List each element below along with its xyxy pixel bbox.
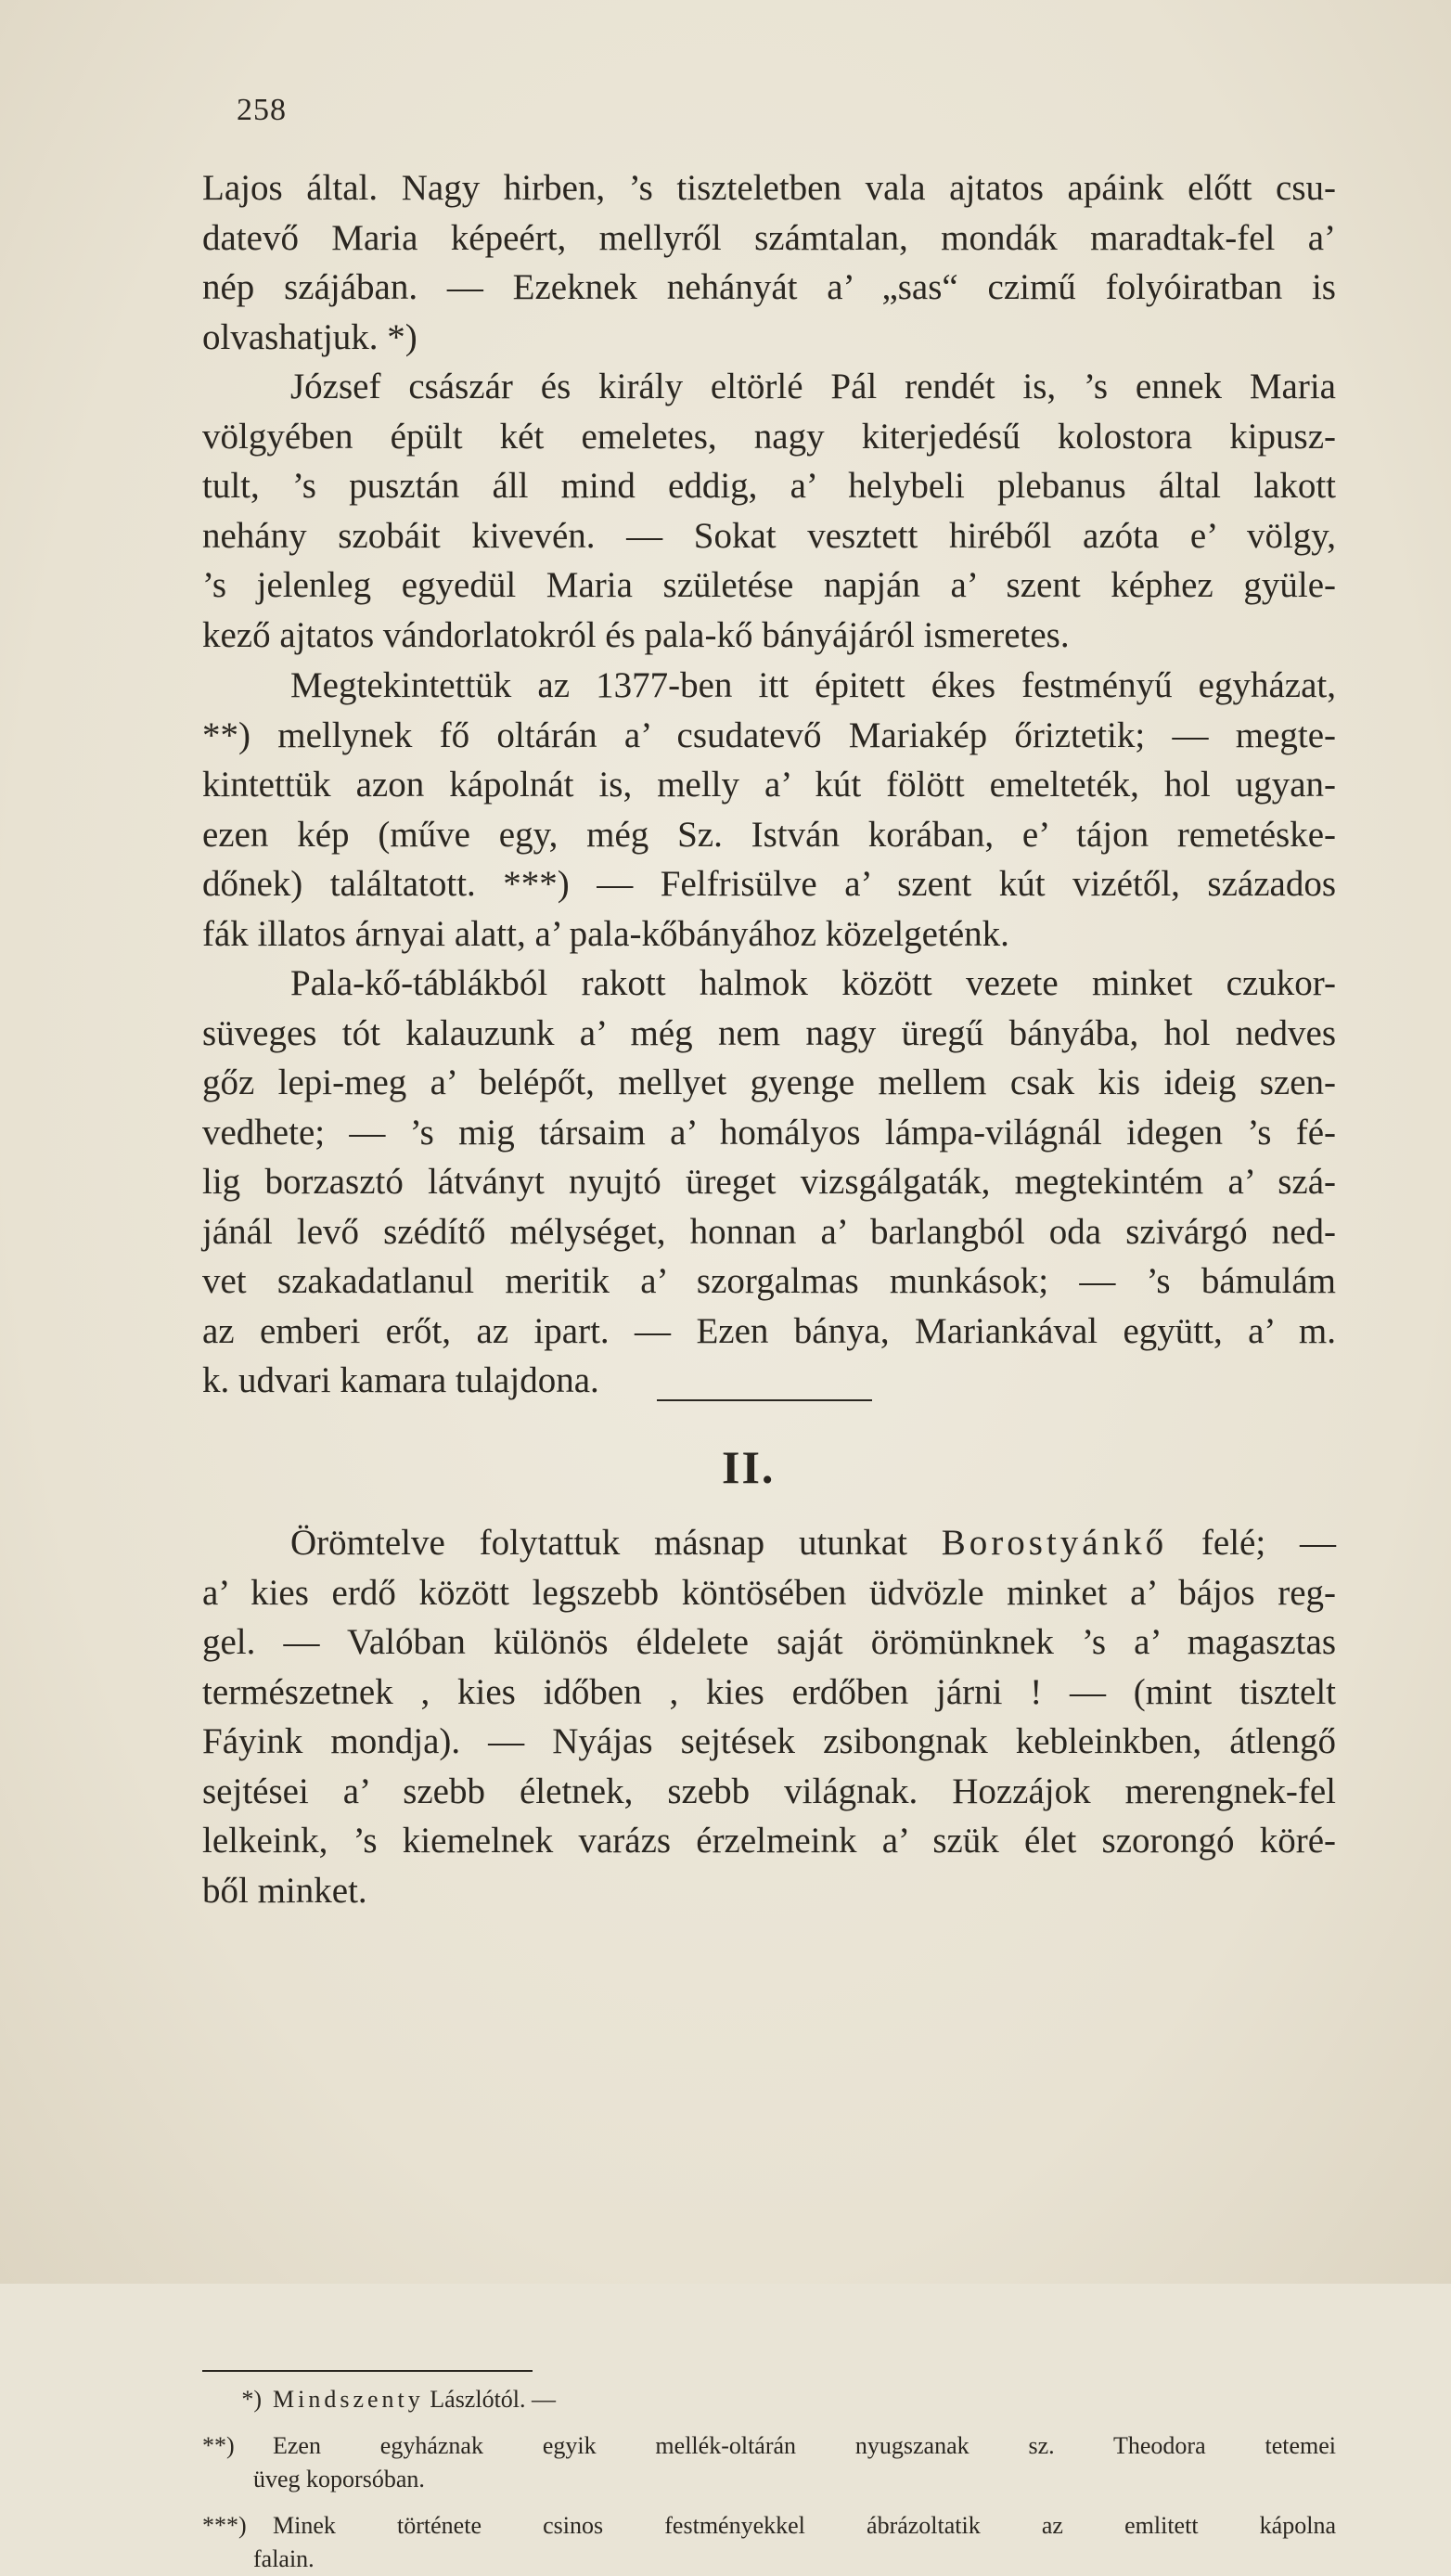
paragraph-2: [202, 362, 1336, 660]
footnote-mark: *): [241, 2386, 262, 2413]
page-number: 258: [237, 93, 287, 127]
place-name: Borostyánkő: [941, 1523, 1168, 1563]
text-line: nehány szobáit kivevén. — Sokat vesztett hiréből azóta e’ völgy,: [202, 515, 1336, 556]
paragraph-3: [202, 661, 1336, 959]
text-line: sejtései a’ szebb életnek, szebb világnak. Hozzájok merengnek-fel: [202, 1771, 1336, 1811]
text-line: ’s jelenleg egyedül Maria születése napján a’ szent képhez gyüle-: [202, 565, 1336, 605]
text-line: völgyében épült két emeletes, nagy kiterjedésű kolostora kipusz-: [202, 416, 1336, 457]
text-line: dőnek) találtatott. ***) — Felfrisülve a’ szent kút vizétől, százados: [202, 864, 1336, 904]
text-line: Lajos által. Nagy hirben, ’s tiszteletben vala ajtatos apáink előtt csu-: [202, 168, 1336, 208]
text-fragment: Örömtelve folytattuk másnap utunkat: [290, 1523, 942, 1563]
footnote-mark: ***): [202, 2512, 247, 2539]
text-line: lig borzasztó látványt nyujtó üreget vizsgálgaták, megtekintém a’ szá-: [202, 1162, 1336, 1202]
text-line: olvashatjuk. *): [202, 316, 417, 357]
text-line: fák illatos árnyai alatt, a’ pala-kőbányához közelgeténk.: [202, 913, 1009, 954]
text-line: a’ kies erdő között legszebb köntösében üdvözle minket a’ bájos reg-: [202, 1572, 1336, 1613]
text-line: [202, 1518, 1336, 1568]
text-fragment: felé; —: [1167, 1523, 1337, 1563]
paragraph-4: [202, 959, 1336, 1406]
text-line: gel. — Valóban különös éldelete saját örömünknek ’s a’ magasztas: [202, 1622, 1336, 1662]
footnote-author: Mindszenty: [273, 2386, 424, 2413]
text-line: jánál levő szédítő mélységet, honnan a’ barlangból oda szivárgó ned-: [202, 1211, 1336, 1252]
text-line: vedhete; — ’s mig társaim a’ homályos lámpa-világnál idegen ’s fé-: [202, 1112, 1336, 1153]
text-line: süveges tót kalauzunk a’ még nem nagy üregű bányába, hol nedves: [202, 1012, 1336, 1053]
footnote-divider: [202, 2370, 533, 2372]
footnote-mark: **): [202, 2432, 235, 2459]
text-line: ből minket.: [202, 1870, 367, 1911]
footnote-1: [202, 2383, 1336, 2416]
text-line: József császár és király eltörlé Pál rendét is, ’s ennek Maria: [290, 367, 1336, 406]
text-line: k. udvari kamara tulajdona.: [202, 1360, 599, 1400]
footnote-text: üveg koporsóban.: [253, 2466, 425, 2492]
text-line: kező ajtatos vándorlatokról és pala-kő bányájáról ismeretes.: [202, 614, 1070, 655]
text-line: ezen kép (műve egy, még Sz. István korában, e’ tájon remetéske-: [202, 814, 1336, 855]
footnote-text: Ezen egyháznak egyik mellék-oltárán nyugszanak sz. Theodora tetemei: [273, 2432, 1336, 2459]
text-line: nép szájában. — Ezeknek nehányát a’ „sas“ czimű folyóiratban is: [202, 267, 1336, 307]
footnote-text: Lászlótól. —: [423, 2386, 557, 2413]
text-line: gőz lepi-meg a’ belépőt, mellyet gyenge mellem csak kis ideig szen-: [202, 1063, 1336, 1102]
text-line: kintettük azon kápolnát is, melly a’ kút fölött emelteték, hol ugyan-: [202, 765, 1336, 805]
section-heading: II.: [722, 1441, 776, 1493]
footnote-text: Minek története csinos festményekkel ábrázoltatik az emlitett kápolna: [273, 2512, 1336, 2539]
footnote-3: [202, 2509, 1336, 2543]
text-line: Fáyink mondja). — Nyájas sejtések zsibongnak kebleinkben, átlengő: [202, 1721, 1336, 1761]
footnote-2: [202, 2429, 1336, 2463]
paragraph-5: [202, 1518, 1336, 1915]
text-line: vet szakadatlanul meritik a’ szorgalmas munkások; — ’s bámulám: [202, 1261, 1336, 1301]
footnote-text: falain.: [253, 2545, 315, 2572]
paragraph-1: [202, 163, 1336, 362]
footnotes: [202, 2383, 1336, 2576]
text-line: lelkeink, ’s kiemelnek varázs érzelmeink a’ szük élet szorongó köré-: [202, 1821, 1336, 1861]
text-line: tult, ’s pusztán áll mind eddig, a’ helybeli plebanus által lakott: [202, 466, 1336, 506]
text-line: Megtekintettük az 1377-ben itt épitett ékes festményű egyházat,: [290, 665, 1336, 705]
section-divider: [657, 1399, 872, 1401]
text-line: természetnek , kies időben , kies erdőben járni ! — (mint tisztelt: [202, 1671, 1336, 1712]
text-line: datevő Maria képeért, mellyről számtalan, mondák maradtak-fel a’: [202, 217, 1336, 258]
text-line: az emberi erőt, az ipart. — Ezen bánya, Mariankával együtt, a’ m.: [202, 1310, 1336, 1351]
text-line: **) mellynek fő oltárán a’ csudatevő Mariakép őriztetik; — megte-: [202, 715, 1336, 755]
text-line: Pala-kő-táblákból rakott halmok között vezete minket czukor-: [290, 963, 1336, 1003]
